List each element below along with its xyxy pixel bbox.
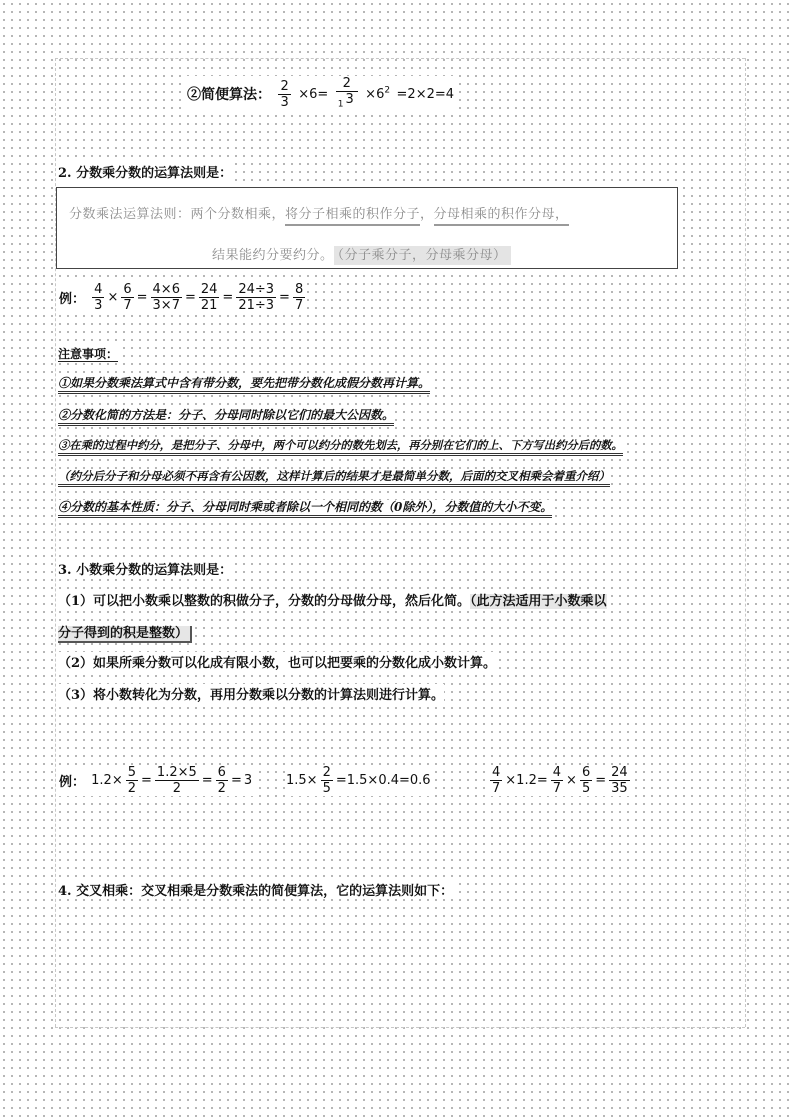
- note-item: ④分数的基本性质：分子、分母同时乘或者除以一个相同的数（0除外），分数值的大小不变。: [58, 496, 552, 515]
- note-item: ②分数化简的方法是：分子、分母同时除以它们的最大公因数。: [58, 404, 394, 423]
- section-3-item-3: （3）将小数转化为分数，再用分数乘以分数的计算法则进行计算。: [58, 684, 444, 703]
- section-3-item-1-cont: [58, 622, 192, 641]
- fraction: $\frac{4}{3}$: [94, 282, 103, 313]
- fraction: $\frac{1.2\times 5}{2}$: [156, 765, 197, 796]
- rule-box: [56, 187, 678, 269]
- decimal-example-3: $\frac{4}{7}$ ×1.2= $\frac{4}{7}$ × $\frac{6}{5}$ = $\frac{24}{35}$: [488, 765, 632, 796]
- example-fraction-multiplication: 例： $\frac{4}{3}$ × $\frac{6}{7}$ = $\frac{4\times 6}{3\times 7}$ = $\frac{24}{21}$ = $\frac{24\div 3}{21\div 3}$ = $\frac{8}{7}$: [58, 282, 307, 313]
- rule-line-1: 分数乘法运算法则：两个分数相乘，将分子相乘的积作分子，分母相乘的积作分母，: [69, 203, 569, 222]
- math-text: =2×2=4: [396, 86, 455, 102]
- fraction: $\frac{4}{7}$: [492, 765, 501, 796]
- page-margin-bottom: [55, 1027, 745, 1028]
- rule-denominator-phrase: 分母相乘的积作分母，: [434, 207, 569, 226]
- example-label: 例：: [59, 775, 86, 790]
- notes-title: 注意事项：: [58, 343, 118, 362]
- simple-method-line: [186, 76, 455, 113]
- fraction: $\frac{2}{_1 3}$: [336, 76, 358, 113]
- fraction: $\frac{4}{7}$: [552, 765, 562, 796]
- section-3-item-2: （2）如果所乘分数可以化成有限小数，也可以把要乘的分数化成小数计算。: [58, 652, 496, 671]
- fraction: $\frac{6}{2}$: [217, 765, 226, 796]
- fraction: $\frac{2}{5}$: [322, 765, 331, 796]
- rule-line-2: 结果能约分要约分。 （分子乘分子，分母乘分母）: [212, 244, 511, 263]
- fraction: $\frac{2}{3}$: [280, 78, 289, 110]
- fraction: $\frac{8}{7}$: [294, 282, 304, 313]
- note-item: （约分后分子和分母必须不再含有公因数，这样计算后的结果才是最简单分数，后面的交叉相乘会着重介绍）: [58, 465, 610, 484]
- section-3-title: 3. 小数乘分数的运算法则是：: [58, 559, 232, 578]
- section-3-item-1: （1）可以把小数乘以整数的积做分子，分数的分母做分母，然后化简。（此方法适用于小数乘以: [58, 594, 607, 609]
- decimal-example-2: 1.5× $\frac{2}{5}$ =1.5×0.4=0.6: [286, 765, 431, 796]
- note-item: ①如果分数乘法算式中含有带分数，要先把带分数化成假分数再计算。: [58, 372, 430, 391]
- fraction: $\frac{5}{2}$: [127, 765, 137, 796]
- fraction: $\frac{24\div 3}{21\div 3}$: [238, 282, 275, 313]
- method-note-highlight: （此方法适用于小数乘以: [470, 594, 607, 609]
- math-text: $\times 6^2$: [365, 86, 391, 103]
- fraction: $\frac{6}{5}$: [581, 765, 591, 796]
- note-item: ③在乘的过程中约分，是把分子、分母中，两个可以约分的数先划去，再分别在它们的上、下方写出约分后的数。: [58, 434, 623, 453]
- rule-summary-highlight: （分子乘分子，分母乘分母）: [334, 246, 511, 265]
- fraction: $\frac{24}{35}$: [611, 765, 628, 796]
- section-2-title: 2. 分数乘分数的运算法则是：: [58, 162, 232, 181]
- decimal-example-1: 例： 1.2× $\frac{5}{2}$ = $\frac{1.2\times 5}{2}$ = $\frac{6}{2}$ = 3: [59, 765, 253, 796]
- fraction: $\frac{6}{7}$: [123, 282, 132, 313]
- section-4-title: 4. 交叉相乘：交叉相乘是分数乘法的简便算法，它的运算法则如下：: [58, 880, 453, 899]
- simple-method-label: ②简便算法：: [187, 87, 271, 104]
- page-margin-top: [55, 58, 745, 59]
- fraction: $\frac{4\times 6}{3\times 7}$: [152, 282, 180, 313]
- example-label: 例：: [59, 292, 86, 307]
- fraction: $\frac{24}{21}$: [200, 282, 218, 313]
- rule-numerator-phrase: 将分子相乘的积作分子: [285, 207, 420, 226]
- page-margin-right: [745, 58, 746, 1027]
- method-note-highlight: 分子得到的积是整数）: [58, 626, 192, 643]
- math-text: ×6=: [298, 86, 329, 102]
